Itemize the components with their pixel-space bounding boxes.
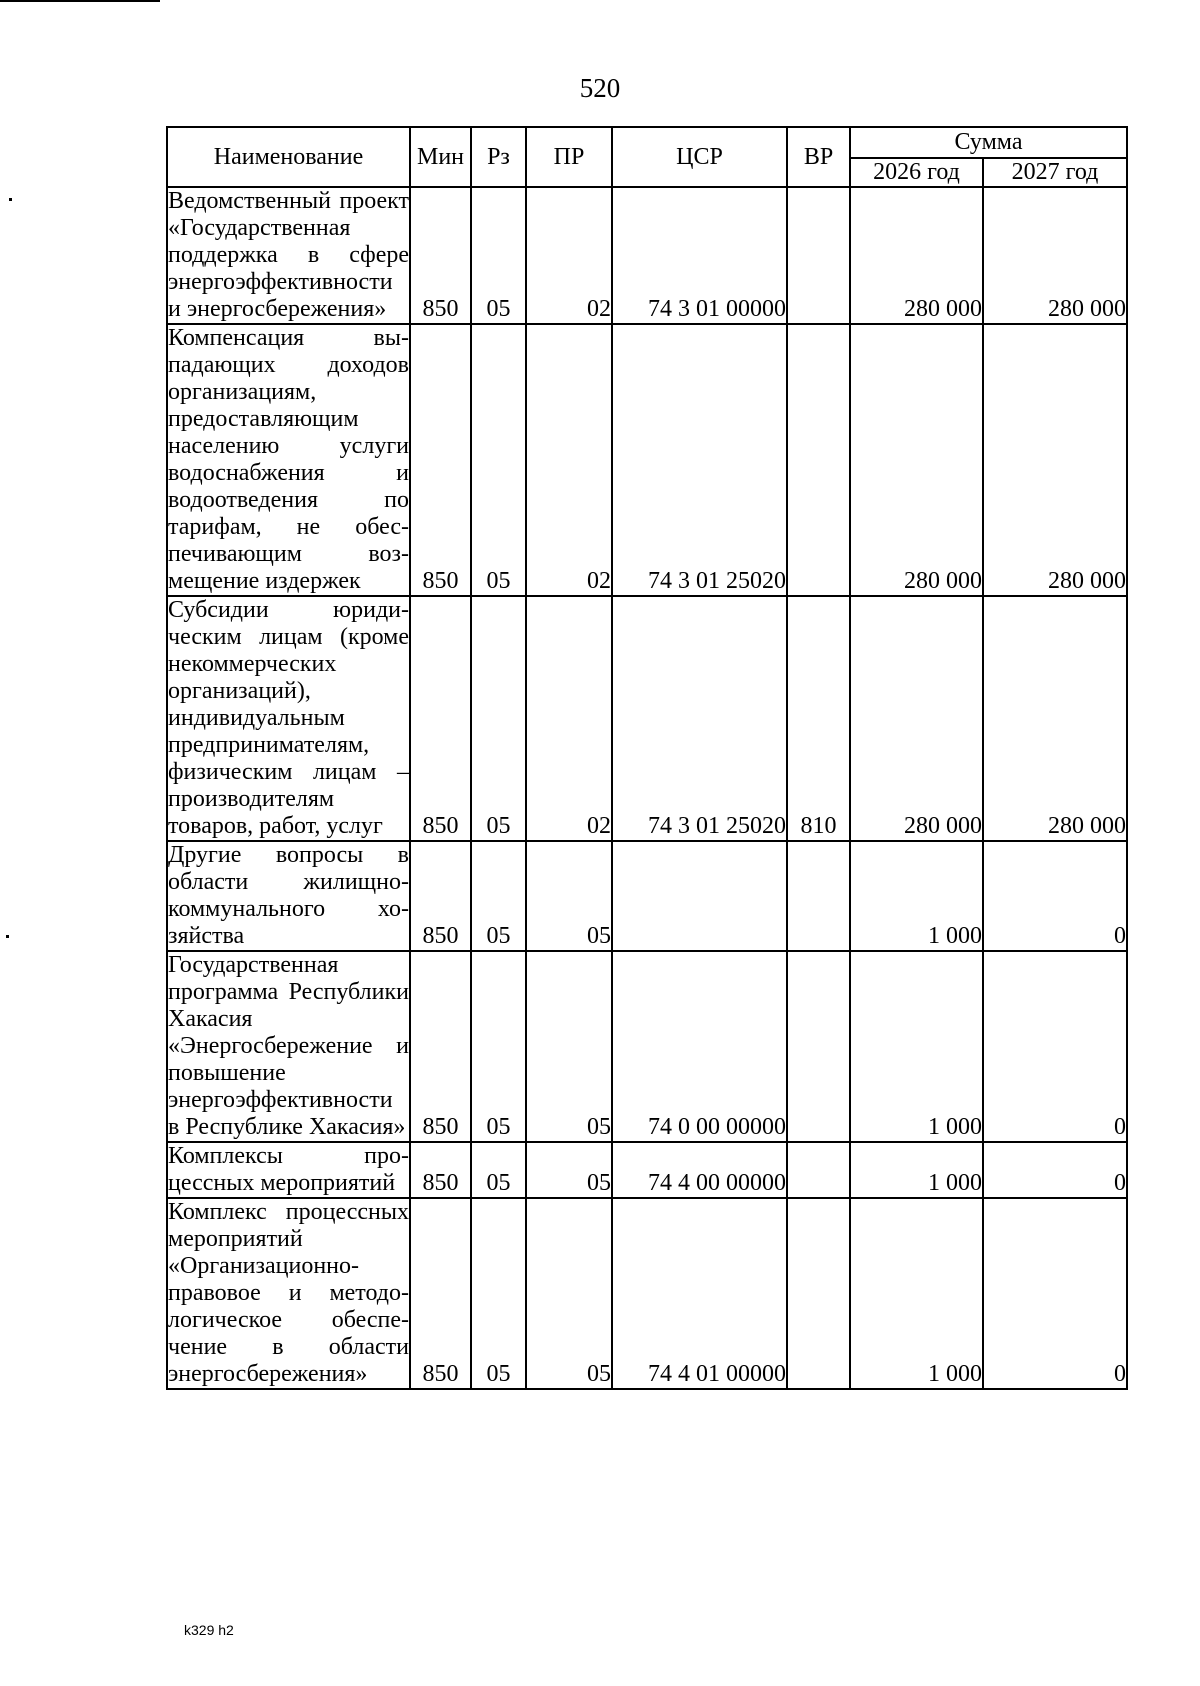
cell-sum-2027: 280 000 — [983, 324, 1127, 596]
cell-rz: 05 — [471, 596, 526, 841]
cell-vr — [787, 187, 850, 324]
footer-code: k329 h2 — [184, 1622, 234, 1638]
cell-sum-2027: 0 — [983, 951, 1127, 1142]
cell-vr — [787, 951, 850, 1142]
cell-rz: 05 — [471, 841, 526, 951]
cell-pr: 05 — [526, 1142, 612, 1198]
cell-sum-2026: 280 000 — [850, 596, 983, 841]
cell-sum-2026: 280 000 — [850, 324, 983, 596]
table-row — [167, 951, 1127, 1142]
cell-min: 850 — [410, 841, 471, 951]
cell-rz: 05 — [471, 1198, 526, 1389]
cell-sum-2027: 280 000 — [983, 187, 1127, 324]
table-row — [167, 1198, 1127, 1389]
cell-csr: 74 3 01 25020 — [612, 324, 787, 596]
scan-edge-mark — [9, 198, 12, 201]
cell-sum-2027: 0 — [983, 1198, 1127, 1389]
cell-vr — [787, 324, 850, 596]
header-row — [167, 127, 1127, 158]
cell-name: Компенсация выпадающих доходов организациям, предоставляющим населению услуги водоснабжения и водоотведения по тарифам, не обеспечивающим возмещение издержек — [168, 325, 409, 594]
header-sum: Сумма — [850, 127, 1127, 158]
cell-vr — [787, 1142, 850, 1198]
cell-vr: 810 — [787, 596, 850, 841]
cell-sum-2027: 0 — [983, 1142, 1127, 1198]
cell-csr: 74 4 00 00000 — [612, 1142, 787, 1198]
cell-pr: 05 — [526, 1198, 612, 1389]
cell-vr — [787, 1198, 850, 1389]
cell-name: Ведомственный проект «Государственная поддержка в сфере энергоэффективности и энергосбережения» — [168, 188, 409, 322]
cell-name: Государственная программа Республики Хакасия «Энергосбережение и повышение энергоэффективности в Республике Хакасия» — [168, 952, 409, 1140]
cell-sum-2027: 280 000 — [983, 596, 1127, 841]
cell-pr: 02 — [526, 324, 612, 596]
cell-sum-2026: 1 000 — [850, 951, 983, 1142]
table-row — [167, 596, 1127, 841]
cell-min: 850 — [410, 1198, 471, 1389]
budget-table — [166, 126, 1128, 1390]
header-name: Наименование — [167, 127, 410, 187]
table-body — [167, 187, 1127, 1389]
cell-sum-2026: 280 000 — [850, 187, 983, 324]
table-row — [167, 841, 1127, 951]
cell-pr: 02 — [526, 187, 612, 324]
cell-min: 850 — [410, 596, 471, 841]
header-year-2027: 2027 год — [983, 158, 1127, 187]
page-number: 520 — [579, 73, 621, 103]
cell-csr — [612, 841, 787, 951]
scan-edge-mark — [0, 0, 160, 2]
cell-pr: 05 — [526, 841, 612, 951]
cell-sum-2026: 1 000 — [850, 1198, 983, 1389]
cell-rz: 05 — [471, 1142, 526, 1198]
table-row — [167, 187, 1127, 324]
cell-pr: 02 — [526, 596, 612, 841]
cell-vr — [787, 841, 850, 951]
cell-csr: 74 3 01 25020 — [612, 596, 787, 841]
cell-name: Другие вопросы в области жилищно-коммунального хозяйства — [168, 842, 409, 949]
header-csr: ЦСР — [612, 127, 787, 187]
cell-csr: 74 4 01 00000 — [612, 1198, 787, 1389]
cell-name: Субсидии юридическим лицам (кроме некоммерческих организаций), индивидуальным предпринимателям, физическим лицам – производителям товаров, работ, услуг — [168, 597, 409, 839]
cell-min: 850 — [410, 324, 471, 596]
cell-csr: 74 3 01 00000 — [612, 187, 787, 324]
scan-edge-mark — [6, 935, 9, 938]
cell-min: 850 — [410, 1142, 471, 1198]
cell-pr: 05 — [526, 951, 612, 1142]
header-rz: Рз — [471, 127, 526, 187]
header-min: Мин — [410, 127, 471, 187]
cell-min: 850 — [410, 951, 471, 1142]
cell-rz: 05 — [471, 324, 526, 596]
cell-name: Комплекс процессных мероприятий «Организационно-правовое и методологическое обеспечение в области энергосбережения» — [168, 1199, 409, 1387]
cell-sum-2026: 1 000 — [850, 1142, 983, 1198]
cell-rz: 05 — [471, 951, 526, 1142]
header-vr: ВР — [787, 127, 850, 187]
cell-rz: 05 — [471, 187, 526, 324]
header-year-2026: 2026 год — [850, 158, 983, 187]
cell-sum-2027: 0 — [983, 841, 1127, 951]
cell-csr: 74 0 00 00000 — [612, 951, 787, 1142]
cell-name: Комплексы процессных мероприятий — [168, 1143, 409, 1196]
table-row — [167, 1142, 1127, 1198]
cell-sum-2026: 1 000 — [850, 841, 983, 951]
table-row — [167, 324, 1127, 596]
header-pr: ПР — [526, 127, 612, 187]
cell-min: 850 — [410, 187, 471, 324]
